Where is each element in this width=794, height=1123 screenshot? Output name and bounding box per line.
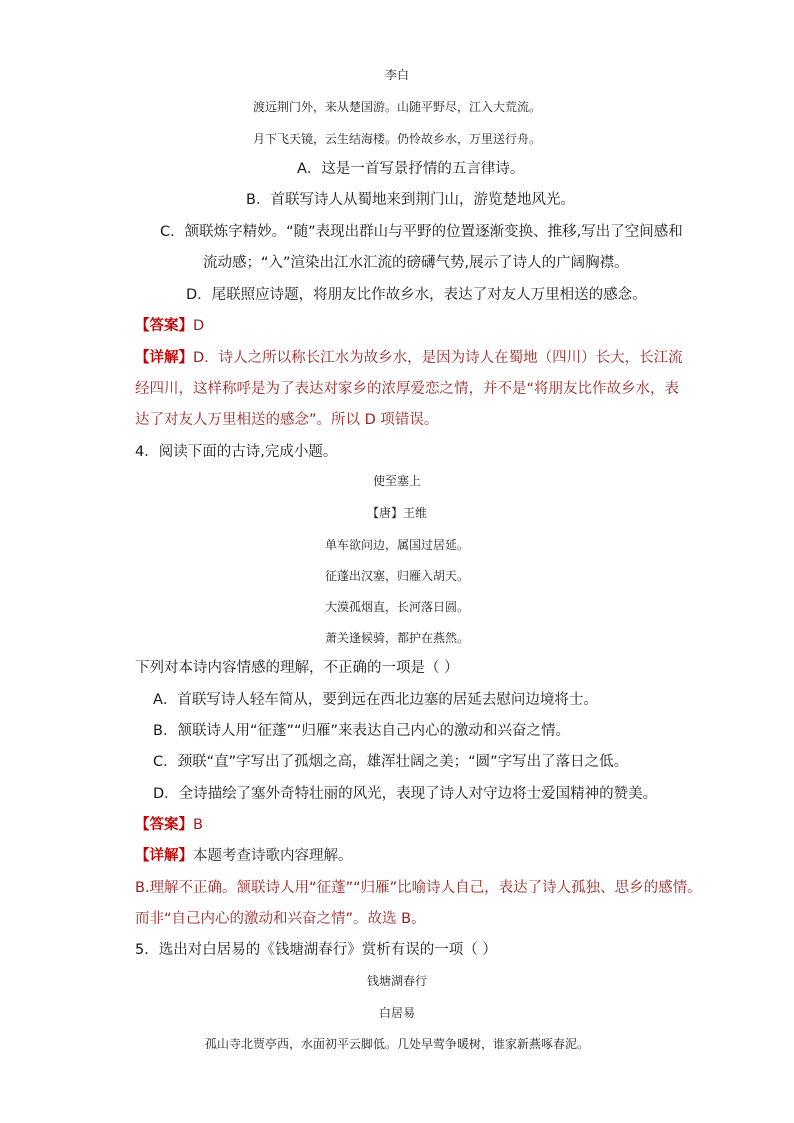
poem-title: 钱塘湖春行 bbox=[366, 974, 427, 988]
detail-intro: 本题考查诗歌内容理解。 bbox=[193, 848, 353, 864]
detail-line bbox=[135, 348, 683, 368]
detail-line bbox=[135, 846, 353, 866]
option-b: B．颔联诗人用“征蓬”“归雁”来表达自己内心的激动和兴奋之情。 bbox=[153, 723, 570, 739]
answer-tag: 【答案】 bbox=[135, 817, 193, 833]
question-prompt: 5．选出对白居易的《钱塘湖春行》赏析有误的一项（ ） bbox=[135, 942, 497, 958]
poem-title: 使至塞上 bbox=[372, 474, 421, 488]
poem-author: 【唐】王维 bbox=[366, 506, 427, 520]
poem-line: 渡远荆门外，来从楚国游。山随平野尽，江入大荒流。 bbox=[252, 100, 541, 114]
poem-line: 大漠孤烟直，长河落日圆。 bbox=[324, 600, 469, 614]
question-text: 下列对本诗内容情感的理解，不正确的一项是（ ） bbox=[135, 660, 459, 676]
detail-text: D．诗人之所以称长江水为故乡水，是因为诗人在蜀地（四川）长大，长江流 bbox=[193, 350, 683, 366]
answer-line bbox=[135, 815, 203, 835]
answer-value: B bbox=[193, 817, 203, 833]
option-d: D．全诗描绘了塞外奇特壮丽的风光，表现了诗人对守边将士爱国精神的赞美。 bbox=[153, 786, 658, 802]
answer-line bbox=[135, 316, 204, 336]
option-c-continued: 流动感；“入”渲染出江水汇流的磅礴气势,展示了诗人的广阔胸襟。 bbox=[203, 255, 629, 271]
option-a: A．这是一首写景抒情的五言律诗。 bbox=[297, 161, 525, 177]
option-a: A．首联写诗人轻车简从，要到远在西北边塞的居延去慰问边境将士。 bbox=[153, 692, 598, 708]
detail-text: 经四川，这样称呼是为了表达对家乡的浓厚爱恋之情，并不是“将朋友比作故乡水，表 bbox=[135, 381, 680, 397]
answer-value: D bbox=[193, 318, 205, 334]
detail-tag: 【详解】 bbox=[135, 350, 193, 366]
poem-line: 孤山寺北贾亭西，水面初平云脚低。几处早莺争暖树，谁家新燕啄春泥。 bbox=[204, 1037, 589, 1051]
question-prompt: 4．阅读下面的古诗,完成小题。 bbox=[135, 444, 338, 460]
poem-line: 征蓬出汉塞，归雁入胡天。 bbox=[324, 569, 469, 583]
detail-text: 而非“自己内心的激动和兴奋之情”。故选 B。 bbox=[135, 911, 426, 927]
option-b: B．首联写诗人从蜀地来到荆门山，游览楚地风光。 bbox=[246, 192, 575, 208]
poem-line: 单车欲问边，属国过居延。 bbox=[324, 538, 469, 552]
option-c: C．颔联炼字精妙。“随”表现出群山与平野的位置逐渐变换、推移,写出了空间感和 bbox=[160, 224, 683, 240]
option-d: D．尾联照应诗题，将朋友比作故乡水，表达了对友人万里相送的感念。 bbox=[186, 287, 647, 303]
poem-author: 李白 bbox=[384, 68, 409, 82]
detail-text: B.理解不正确。颔联诗人用“征蓬”“归雁”比喻诗人自己，表达了诗人孤独、思乡的感情。 bbox=[135, 880, 702, 896]
poem-line: 月下飞天镜，云生结海楼。仍怜故乡水，万里送行舟。 bbox=[252, 132, 541, 146]
poem-line: 萧关逢候骑，都护在燕然。 bbox=[324, 631, 469, 645]
detail-tag: 【详解】 bbox=[135, 848, 193, 864]
option-c: C．颈联“直”字写出了孤烟之高，雄浑壮阔之美；“圆”字写出了落日之低。 bbox=[153, 754, 629, 770]
poem-author: 白居易 bbox=[378, 1006, 415, 1020]
answer-tag: 【答案】 bbox=[135, 318, 193, 334]
detail-text: 达了对友人万里相送的感念”。所以 D 项错误。 bbox=[135, 412, 439, 428]
